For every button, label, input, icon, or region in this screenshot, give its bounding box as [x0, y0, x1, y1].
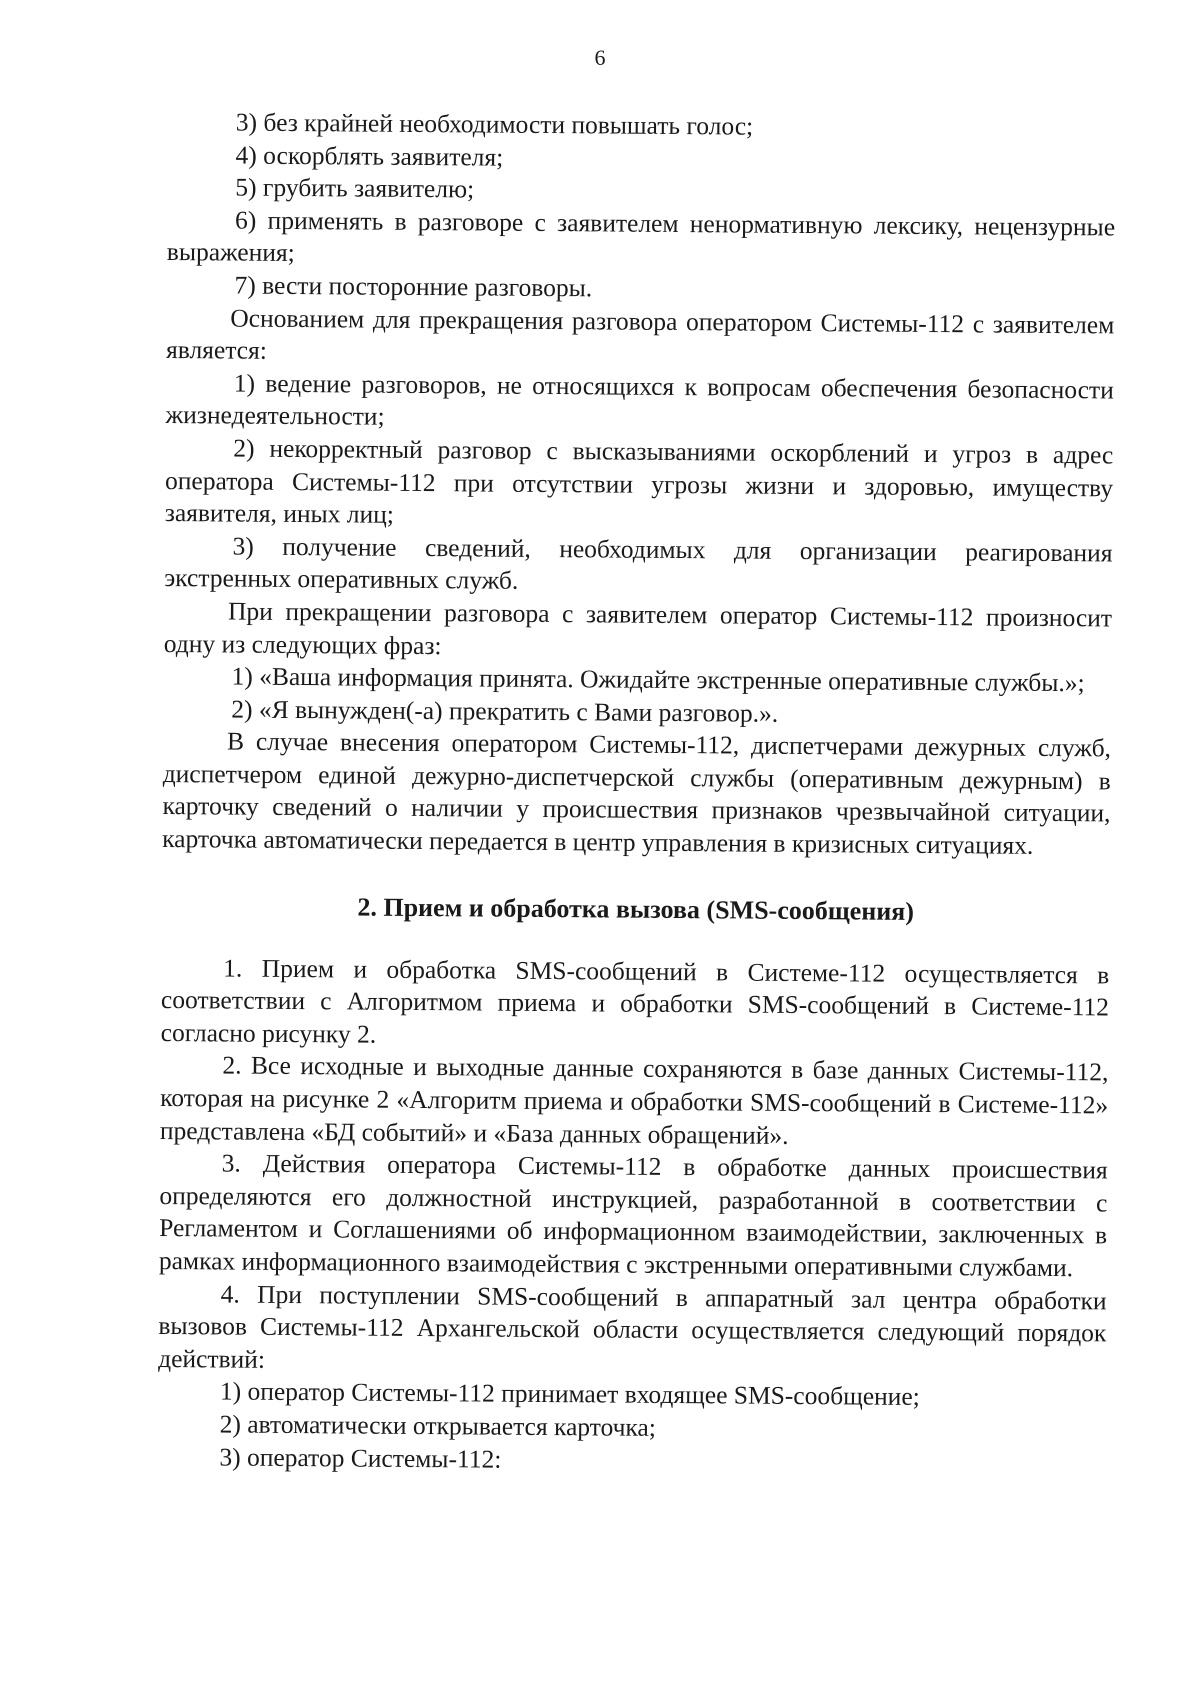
list-item-6: 6) применять в разговоре с заявителем ненормативную лексику, нецензурные выражения;: [166, 205, 1116, 268]
grounds-item-2: 2) некорректный разговор с высказываниями оскорблений и угроз в адрес оператора Системы-112 при отсутствии угрозы жизни и здоровью, имуществу заявителя, иных лиц;: [164, 433, 1114, 529]
list-item-3: 3) без крайней необходимости повышать голос;: [235, 107, 754, 141]
grounds-item-1: 1) ведение разговоров, не относящихся к вопросам обеспечения безопасности жизнедеятельности;: [165, 368, 1114, 432]
grounds-item-3: 3) получение сведений, необходимых для организации реагирования экстренных оперативных служб.: [164, 531, 1113, 596]
phrase-item-2: 2) «Я вынужден(-а) прекратить с Вами разговор.».: [231, 694, 779, 728]
paragraph-grounds: Основанием для прекращения разговора оператором Системы-112 с заявителем является:: [165, 303, 1115, 365]
list-item-5: 5) грубить заявителю;: [235, 172, 475, 204]
document-body: [157, 106, 1116, 1481]
paragraph-emergency-card: В случае внесения оператором Системы-112, диспетчерами дежурных служб, диспетчером единой дежурно-диспетчерской службы (оперативным дежурным) в карточку сведений о наличии у происшествия признаков чрезвычайной ситуации, карточка автоматически передается в центр управления в кризисных ситуациях.: [162, 726, 1112, 860]
section-1-text: [162, 106, 1116, 863]
section-2-item-4: 4. При поступлении SMS-сообщений в аппаратный зал центра обработки вызовов Системы-112 Архангельской области осуществляется следующий порядок действий:: [158, 1279, 1107, 1374]
procedure-step-3: 3) оператор Системы-112:: [219, 1442, 502, 1474]
list-item-7: 7) вести посторонние разговоры.: [234, 270, 593, 303]
procedure-step-1: 1) оператор Системы-112 принимает входящее SMS-сообщение;: [219, 1376, 920, 1412]
list-item-4: 4) оскорблять заявителя;: [235, 140, 504, 172]
section-2-heading: 2. Прием и обработка вызова (SMS-сообщения): [357, 892, 915, 926]
page-number: 6: [594, 45, 606, 70]
section-2-item-3: 3. Действия оператора Системы-112 в обработке данных происшествия определяются его должностной инструкцией, разработанной в соответствии с Регламентом и Соглашениями об информационном взаимодействии, заключенных в рамках информационного взаимодействия с экстренными оперативными службами.: [158, 1148, 1108, 1283]
section-2-item-1: 1. Прием и обработка SMS-сообщений в Системе-112 осуществляется в соответствии с Алгоритмом приема и обработки SMS-сообщений в Системе-112 согласно рисунку 2.: [160, 953, 1110, 1049]
section-2-item-2: 2. Все исходные и выходные данные сохраняются в базе данных Системы-112, которая на рисунке 2 «Алгоритм приема и обработки SMS-сообщений в Системе-112» представлена «БД событий» и «База данных обращений».: [159, 1050, 1109, 1150]
procedure-step-2: 2) автоматически открывается карточка;: [219, 1409, 657, 1442]
phrase-item-1: 1) «Ваша информация принята. Ожидайте экстренные оперативные службы.»;: [231, 661, 1085, 698]
paragraph-phrases: При прекращении разговора с заявителем оператор Системы-112 произносит одну из следующих фраз:: [163, 596, 1113, 660]
section-2-text: [157, 952, 1109, 1481]
